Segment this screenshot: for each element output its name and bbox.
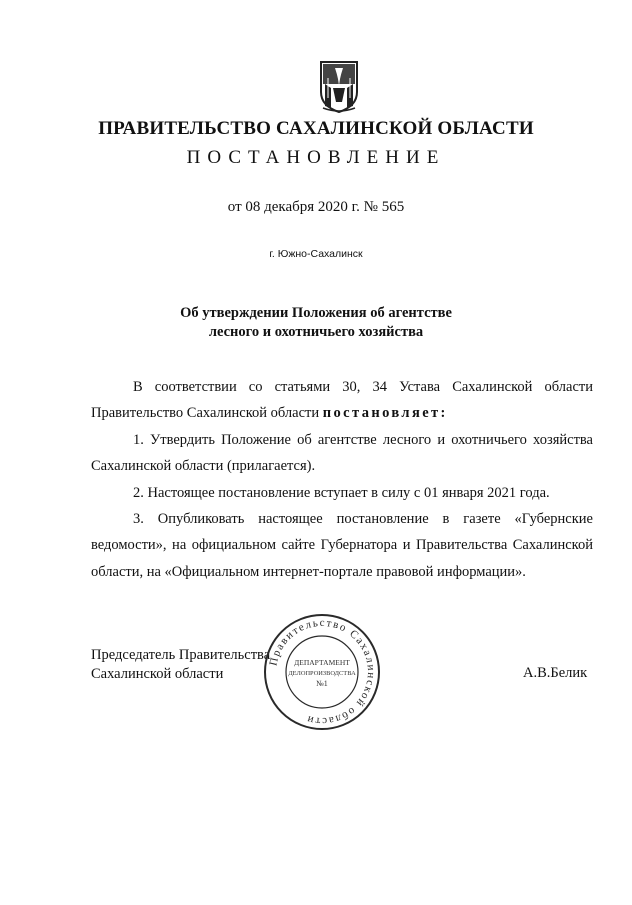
signer-title-line-1: Председатель Правительства (91, 647, 271, 663)
subject-line-1: Об утверждении Положения об агентстве (180, 305, 452, 321)
stamp-center-line-1: ДЕПАРТАМЕНТ (294, 658, 350, 667)
preamble-text: В соответствии со статьями 30, 34 Устава Сахалинской области Правительство Сахалинской области (91, 379, 593, 422)
subject-line-2: лесного и охотничьего хозяйства (208, 324, 424, 340)
sakhalin-coat-of-arms-icon (315, 58, 363, 114)
document-type: ПОСТАНОВЛЕНИЕ (186, 147, 446, 168)
signer-name: А.В.Белик (523, 665, 588, 681)
decree-word: постановляет: (322, 405, 448, 422)
item-3: 3. Опубликовать настоящее постановление в газете «Губернские ведомости», на официальном сайте Губернатора и Правительства Сахалинской области, на «Официальном интернет-портале правовой информации». (91, 511, 593, 580)
document-subject (0, 304, 632, 342)
document-date-number: от 08 декабря 2020 г. № 565 (227, 199, 405, 215)
government-title: ПРАВИТЕЛЬСТВО САХАЛИНСКОЙ ОБЛАСТИ (98, 118, 534, 139)
document-body (91, 374, 593, 585)
item-1: 1. Утвердить Положение об агентстве лесного и охотничьего хозяйства Сахалинской области (прилагается). (91, 431, 593, 475)
stamp-ring-text: Правительство Сахалинской области (267, 616, 378, 728)
official-stamp (262, 612, 382, 732)
preamble-paragraph (91, 374, 593, 427)
stamp-center-line-2: ДЕЛОПРОИЗВОДСТВА (288, 670, 356, 677)
signer-title-line-2: Сахалинской области (91, 666, 224, 682)
document-city: г. Южно-Сахалинск (269, 248, 363, 260)
stamp-center-line-3: №1 (316, 679, 328, 688)
signer-title (91, 646, 270, 684)
item-2: 2. Настоящее постановление вступает в силу с 01 января 2021 года. (133, 484, 550, 501)
